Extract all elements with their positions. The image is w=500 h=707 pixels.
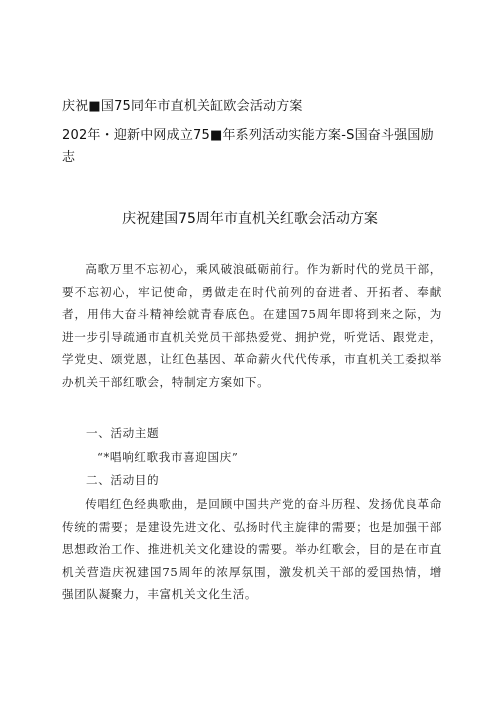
section-1-heading: 一、活动主题 (86, 426, 160, 440)
document-title: 庆祝建国75周年市直机关红歌会活动方案 (122, 211, 378, 227)
section-1-theme: “*唱响红歌我市喜迎国庆” (97, 450, 239, 464)
intro-paragraph: 高歌万里不忘初心，乘风破浪砥砺前行。作为新时代的党员干部，要不忘初心，牢记使命，勇做走在时代前列的奋进者、开拓者、奉献者，用伟大奋斗精神绘就青春底色。在建国75周年即将到来之际，为进一步引导疏通市直机关党员干部热爱党、拥护党，听党话、跟党走，学党史、颂党恩，让红色基因、革命薪火代代传承，市直机关工委拟举办机关干部红歌会，特制定方案如下。 (62, 262, 442, 389)
header-title-line-2: 202年・迎新中网成立75■年系列活动实能方案-S国奋斗强国励 (62, 128, 434, 143)
header-title-line-3: 志 (62, 150, 76, 165)
section-2-heading: 二、活动目的 (86, 473, 160, 487)
header-title-line-1: 庆祝■国75同年市直机关缸欧会活动方案 (62, 99, 303, 114)
section-2-paragraph: 传唱红色经典歌曲，是回顾中国共产党的奋斗历程、发扬优良革命传统的需要；是建设先进文化、弘扬时代主旋律的需要；也是加强干部思想政治工作、推进机关文化建设的需要。举办红歌会，目的是在市直机关营造庆祝建国75周年的浓厚氛围，激发机关干部的爱国热情，增强团队凝聚力，丰富机关文化生活。 (62, 497, 442, 601)
